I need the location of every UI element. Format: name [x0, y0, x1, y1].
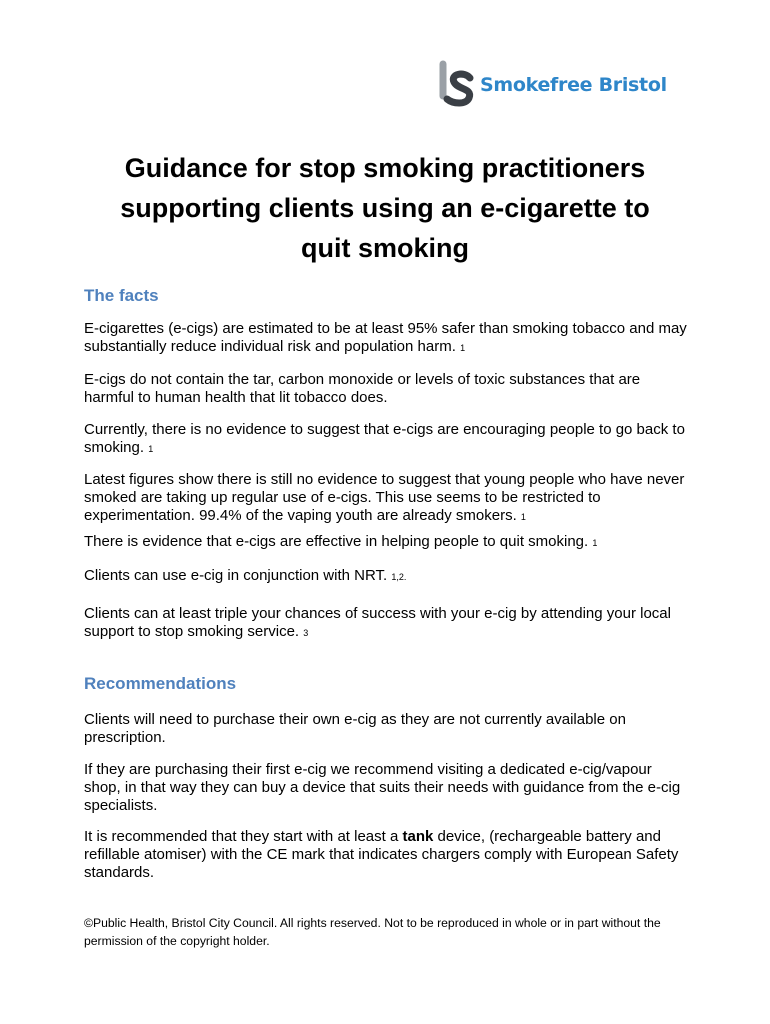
footnote-ref: 1	[520, 512, 526, 522]
footnote-ref: 3	[303, 628, 309, 638]
title-line-3: quit smoking	[301, 233, 469, 263]
facts-paragraph: There is evidence that e-cigs are effective in helping people to quit smoking. 1	[84, 533, 598, 550]
smokefree-bristol-logo	[439, 60, 689, 108]
footnote-ref: 1,2.	[391, 572, 407, 582]
facts-paragraph: E-cigarettes (e-cigs) are estimated to be at least 95% safer than smoking tobacco and may substantially reduce individual risk and population harm. 1	[84, 320, 687, 355]
facts-paragraph: E-cigs do not contain the tar, carbon monoxide or levels of toxic substances that are harmful to human health that lit tobacco does.	[84, 371, 641, 406]
title-line-2: supporting clients using an e-cigarette to	[120, 193, 650, 223]
emphasis-tank: tank	[402, 828, 434, 845]
recommendations-paragraph: Clients will need to purchase their own e-cig as they are not currently available on prescription.	[84, 711, 626, 746]
smokefree-s-icon	[439, 60, 479, 108]
footnote-ref: 1	[460, 343, 466, 353]
recommendations-paragraph: It is recommended that they start with at least a tank device, (rechargeable battery and refillable atomiser) with the CE mark that indicates chargers comply with European Safety standards.	[84, 828, 679, 881]
logo-text: Smokefree Bristol	[480, 74, 667, 96]
footnote-ref: 1	[592, 538, 598, 548]
recommendations-heading: Recommendations	[84, 674, 237, 693]
footnote-ref: 1	[148, 444, 154, 454]
facts-heading: The facts	[84, 286, 159, 305]
recommendations-paragraph: If they are purchasing their first e-cig we recommend visiting a dedicated e-cig/vapour shop, in that way they can buy a device that suits their needs with guidance from the e-cig specialists.	[84, 761, 681, 814]
title-line-1: Guidance for stop smoking practitioners	[124, 153, 646, 183]
copyright-footer: ©Public Health, Bristol City Council. All rights reserved. Not to be reproduced in whole or in part without the permission of the copyright holder.	[84, 916, 661, 948]
facts-paragraph: Latest figures show there is still no evidence to suggest that young people who have never smoked are taking up regular use of e-cigs. This use seems to be restricted to experimentation. 99.4% of the vaping youth are already smokers. 1	[84, 471, 685, 524]
facts-paragraph: Currently, there is no evidence to suggest that e-cigs are encouraging people to go back to smoking. 1	[84, 421, 685, 456]
facts-paragraph: Clients can use e-cig in conjunction with NRT. 1,2.	[84, 567, 407, 584]
facts-paragraph: Clients can at least triple your chances of success with your e-cig by attending your local support to stop smoking service. 3	[84, 605, 671, 640]
page-title	[60, 148, 710, 268]
